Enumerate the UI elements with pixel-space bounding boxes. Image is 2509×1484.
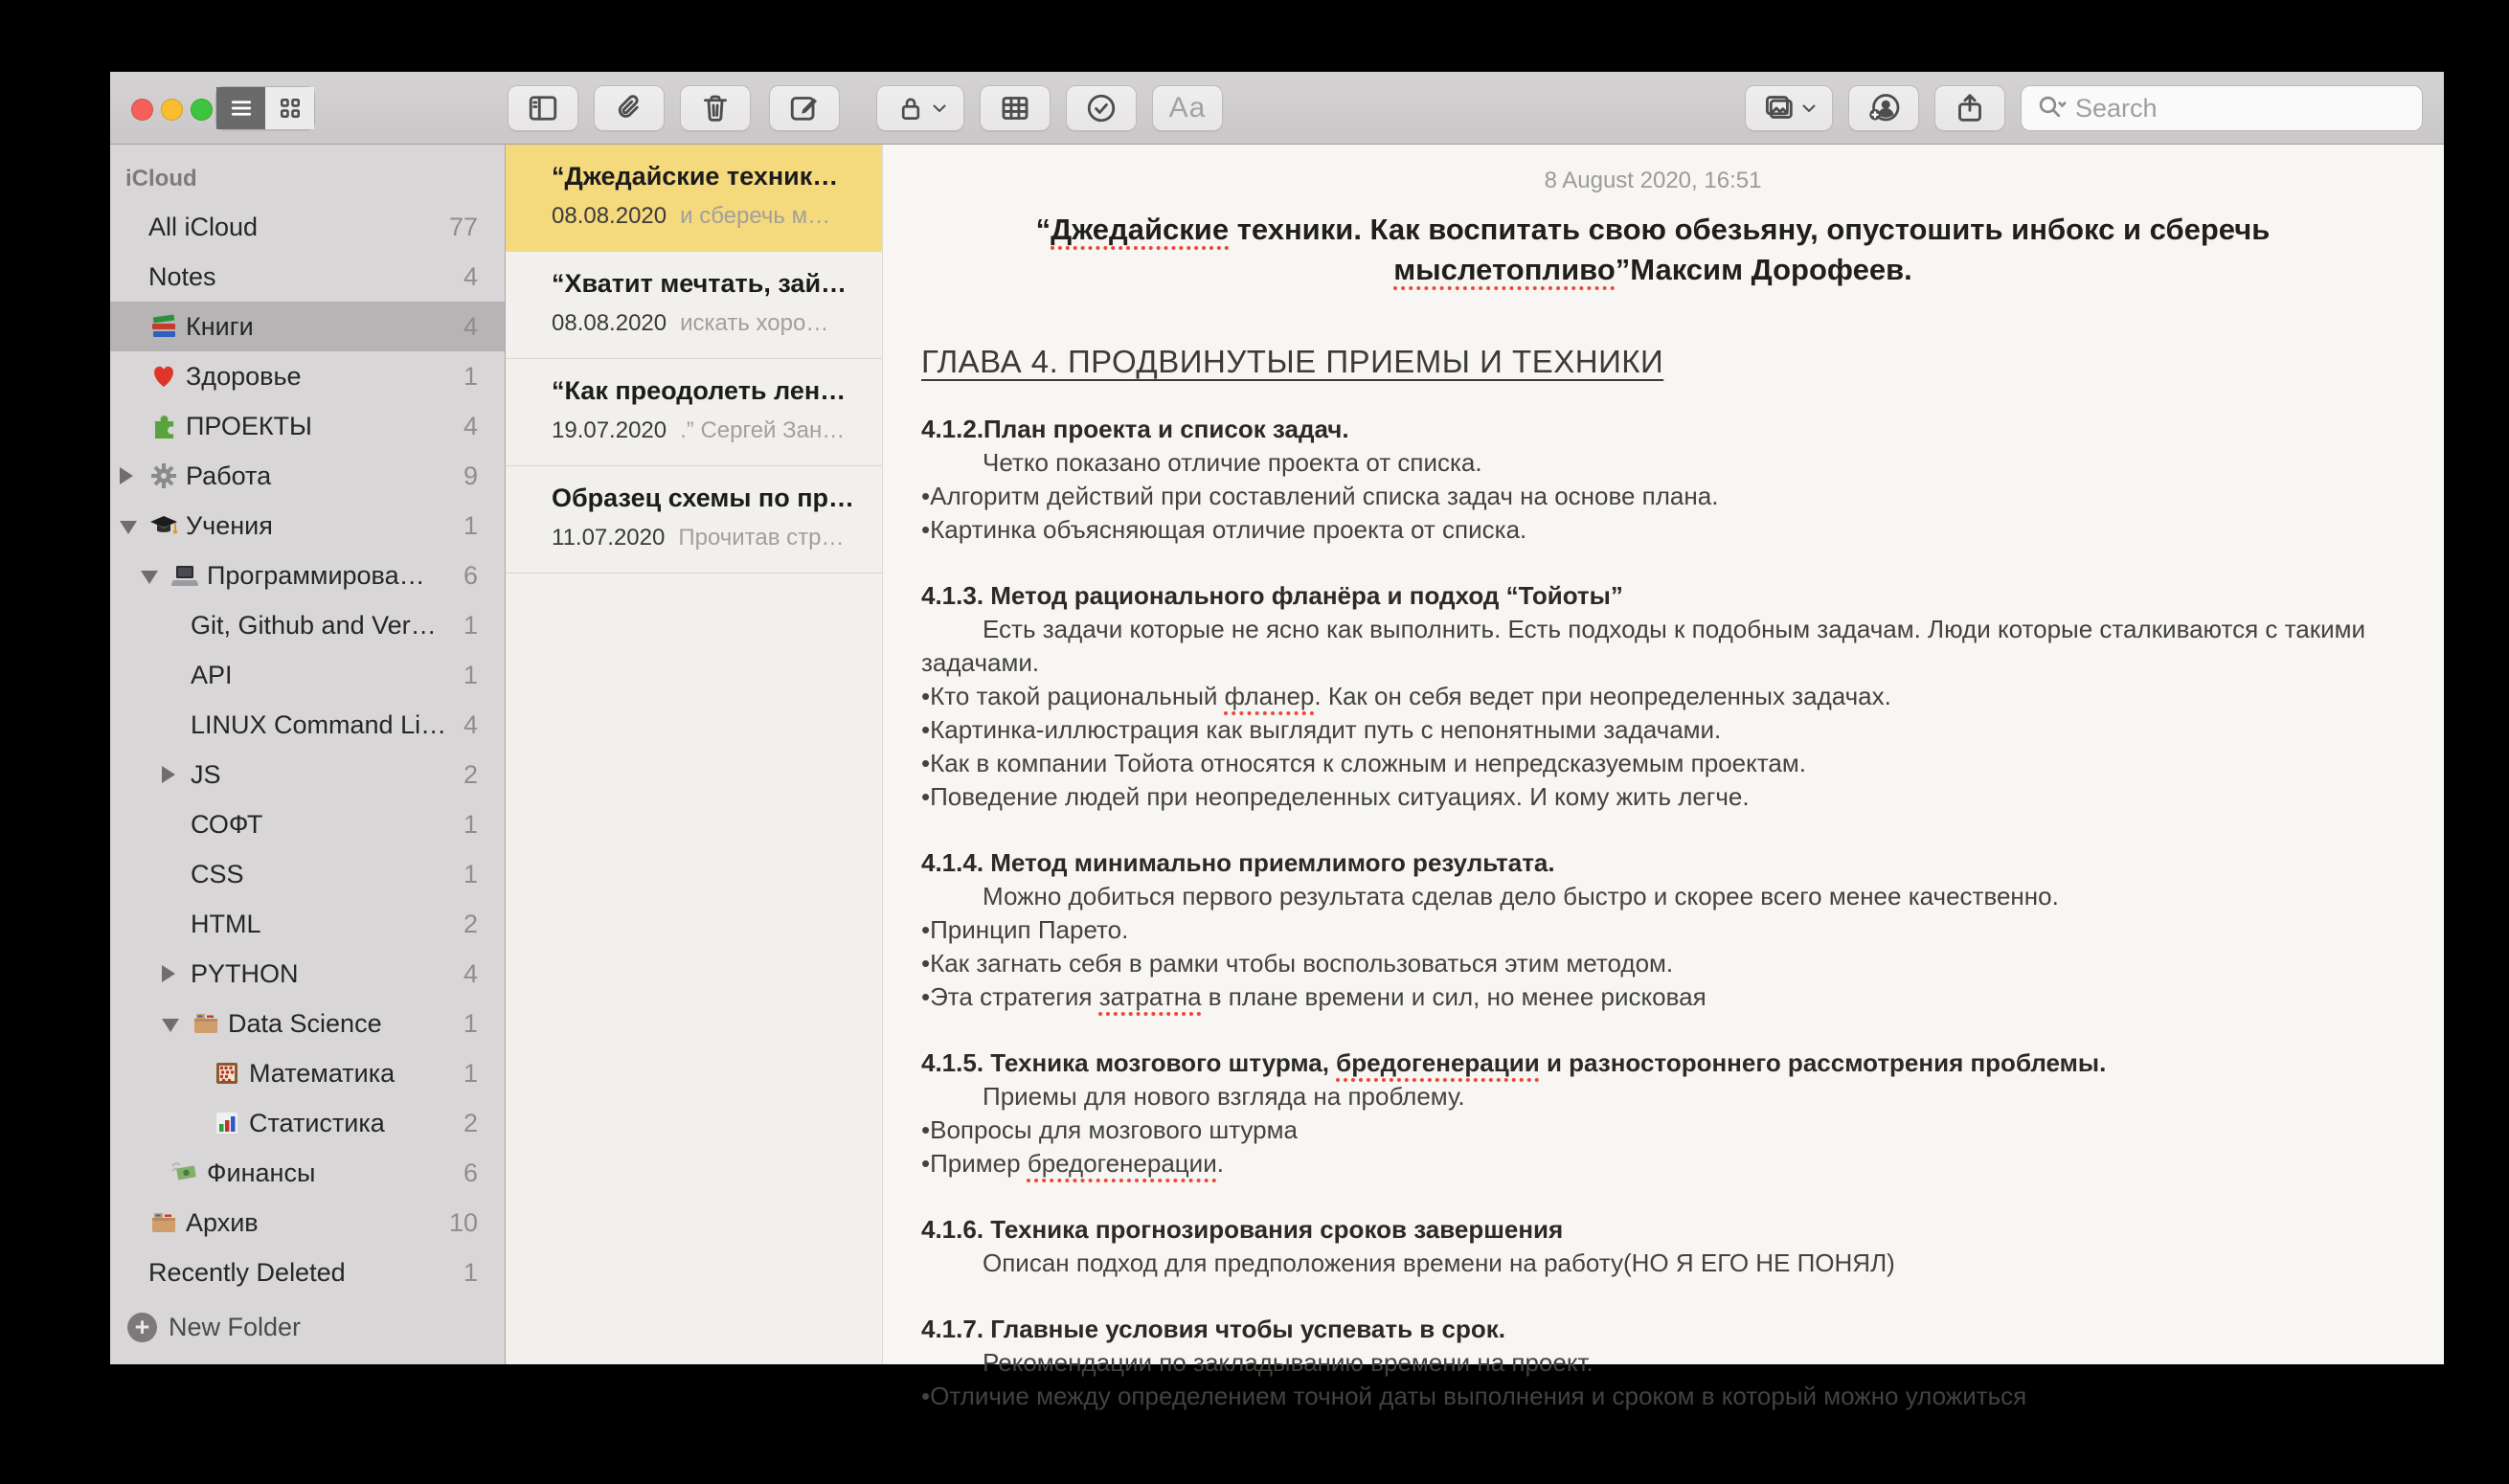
sidebar-item-работа[interactable]: [110, 451, 505, 501]
folder-note-count: 1: [463, 1058, 478, 1088]
bar-chart-icon: [212, 1108, 242, 1138]
sidebar-item-all-icloud[interactable]: [110, 202, 505, 252]
gear-icon: [148, 461, 179, 491]
folder-note-count: 2: [463, 1108, 478, 1137]
note-item-title: “Джедайские техник…: [552, 162, 839, 191]
bullet-icon: •: [921, 682, 931, 710]
list-view-button[interactable]: [216, 87, 265, 129]
collaborate-button[interactable]: [1848, 85, 1919, 131]
toolbar-group-compose: [769, 85, 840, 131]
text-segment: Четко показано отличие проекта от списка.: [983, 448, 1482, 477]
text-segment: техники. Как воспитать свою обезьяну, опустошить инбокс и сберечь: [1229, 213, 2271, 246]
note-item-meta: [552, 525, 867, 551]
sidebar-item-финансы[interactable]: [110, 1148, 505, 1198]
note-section: [921, 1046, 2385, 1180]
text-segment: Приемы для нового взгляда на проблему.: [983, 1082, 1465, 1111]
bullet-icon: •: [921, 982, 931, 1011]
note-title: [992, 210, 2314, 290]
notes-app-window: [110, 72, 2444, 1410]
sidebar-item-проекты[interactable]: [110, 401, 505, 451]
chevron-down-icon[interactable]: [141, 571, 158, 584]
list-view-icon: [227, 94, 256, 123]
sidebar-item-архив[interactable]: [110, 1198, 505, 1248]
folder-note-count: 2: [463, 909, 478, 938]
text-segment: Картинка-иллюстрация как выглядит путь с непонятными задачами.: [930, 715, 1722, 744]
lock-icon: [894, 92, 927, 124]
misspelled-word: бредогенерации: [1336, 1048, 1540, 1077]
money-icon: [170, 1158, 200, 1188]
folder-list: [110, 202, 505, 1297]
text-segment: Есть задачи которые не ясно как выполнить. Есть подходы к подобным задачам. Люди которые сталкиваются с такими задачами.: [921, 615, 2366, 677]
text-segment: Как загнать себя в рамки чтобы воспользоваться этим методом.: [930, 949, 1674, 978]
folder-label: Git, Github and Ver…: [191, 610, 437, 640]
text-segment: Отличие между определением точной даты выполнения и сроком в который можно уложиться: [930, 1382, 2027, 1410]
section-heading: [921, 1046, 2385, 1080]
sidebar-item-книги[interactable]: [110, 302, 505, 351]
text-segment: в плане времени и сил, но менее рисковая: [1201, 982, 1707, 1011]
books-icon: [148, 311, 179, 342]
bullet-icon: •: [921, 1115, 931, 1144]
folder-label: Математика: [249, 1058, 396, 1088]
toolbar-group-right: [1745, 85, 2423, 131]
misspelled-word: Джедайские: [1051, 213, 1230, 246]
folder-label: PYTHON: [191, 958, 299, 988]
bullet-line: [921, 980, 2385, 1014]
text-segment: Можно добиться первого результата сделав дело быстро и скорее всего менее качественно.: [983, 882, 2059, 911]
grad-cap-icon: [148, 510, 179, 541]
table-button[interactable]: [980, 85, 1051, 131]
grid-view-button[interactable]: [265, 87, 314, 129]
note-list-item[interactable]: [506, 359, 882, 466]
compose-icon: [787, 91, 822, 125]
note-list-item[interactable]: [506, 466, 882, 573]
folder-note-count: 1: [463, 1257, 478, 1287]
folder-label: Data Science: [228, 1008, 382, 1038]
heart-icon: [148, 361, 179, 392]
format-button[interactable]: [1152, 85, 1223, 131]
folder-note-count: 4: [463, 411, 478, 440]
sidebar-item-python[interactable]: [110, 949, 505, 999]
folder-note-count: 4: [463, 261, 478, 291]
bullet-line: [921, 680, 2385, 713]
folder-note-count: 1: [463, 1008, 478, 1038]
folder-note-count: 4: [463, 958, 478, 988]
chevron-down-icon[interactable]: [162, 1019, 179, 1032]
text-segment: Алгоритм действий при составлений списка задач на основе плана.: [930, 482, 1719, 510]
sidebar-item-git-github-and-ver[interactable]: [110, 600, 505, 650]
text-segment: Картинка объясняющая отличие проекта от списка.: [930, 515, 1527, 544]
body-line: [921, 1346, 2385, 1380]
sidebar-item-программирова[interactable]: [110, 551, 505, 600]
delete-button[interactable]: [680, 85, 751, 131]
sidebar-item-html[interactable]: [110, 899, 505, 949]
bullet-line: [921, 713, 2385, 747]
folder-note-count: 6: [463, 560, 478, 590]
sidebar-item-css[interactable]: [110, 849, 505, 899]
sidebar-item-notes[interactable]: [110, 252, 505, 302]
section-heading: [921, 413, 2385, 446]
bullet-icon: •: [921, 915, 931, 944]
sidebar-item-софт[interactable]: [110, 799, 505, 849]
note-list-item[interactable]: [506, 145, 882, 252]
folder-note-count: 1: [463, 809, 478, 839]
zoom-button[interactable]: [191, 99, 213, 121]
text-segment: 4.1.6. Техника прогнозирования сроков завершения: [921, 1215, 1564, 1244]
text-segment: Пример: [930, 1149, 1028, 1178]
text-segment: Принцип Парето.: [930, 915, 1129, 944]
body-line: [921, 613, 2385, 680]
note-item-meta: [552, 417, 867, 444]
folder-note-count: 4: [463, 311, 478, 341]
text-segment: . Как он себя ведет при неопределенных задачах.: [1314, 682, 1891, 710]
folder-note-count: 6: [463, 1158, 478, 1187]
bullet-line: [921, 1113, 2385, 1147]
sidebar-item-js[interactable]: [110, 750, 505, 799]
note-section: [921, 1213, 2385, 1280]
misspelled-word: мыслетопливо: [1393, 253, 1616, 286]
chapter-heading: ГЛАВА 4. ПРОДВИНУТЫЕ ПРИЕМЫ И ТЕХНИКИ: [921, 344, 1664, 379]
folder-label: Архив: [186, 1207, 259, 1237]
folder-note-count: 77: [448, 212, 478, 241]
sidebar-toggle-button[interactable]: [508, 85, 578, 131]
sidebar-item-здоровье[interactable]: [110, 351, 505, 401]
note-item-title: “Как преодолеть лен…: [552, 376, 847, 405]
note-item-preview: искать хоро…: [680, 310, 829, 336]
grid-view-icon: [276, 94, 305, 123]
folders-sidebar: [110, 145, 506, 1364]
folder-note-count: 1: [463, 859, 478, 888]
section-heading: [921, 579, 2385, 613]
checklist-icon: [1084, 91, 1119, 125]
chevron-right-icon[interactable]: [162, 766, 175, 783]
bullet-icon: •: [921, 749, 931, 777]
text-segment: 4.1.5. Техника мозгового штурма,: [921, 1048, 1337, 1077]
text-segment: Как в компании Тойота относятся к сложным и непредсказуемым проектам.: [930, 749, 1806, 777]
abacus-icon: [212, 1058, 242, 1089]
toolbar-group-notes: [508, 85, 751, 131]
folder-label: Работа: [186, 461, 272, 490]
note-item-preview: и сберечь м…: [680, 203, 831, 229]
folder-label: HTML: [191, 909, 261, 938]
text-segment: 4.1.7. Главные условия чтобы успевать в срок.: [921, 1315, 1505, 1343]
window-controls: [131, 99, 213, 121]
folder-note-count: 10: [448, 1207, 478, 1237]
body-line: [921, 1080, 2385, 1113]
chevron-right-icon[interactable]: [120, 467, 133, 484]
folder-note-count: 4: [463, 709, 478, 739]
toolbar: [110, 72, 2444, 145]
note-item-date: 11.07.2020: [552, 525, 666, 551]
section-heading: [921, 846, 2385, 880]
view-toggle: [215, 86, 315, 130]
new-folder-label: New Folder: [169, 1313, 302, 1341]
plus-icon: +: [127, 1313, 157, 1342]
media-button[interactable]: [1745, 85, 1833, 131]
note-section: [921, 1313, 2385, 1413]
bullet-line: [921, 747, 2385, 780]
checklist-button[interactable]: [1066, 85, 1137, 131]
section-heading: [921, 1213, 2385, 1247]
note-item-title: “Хватит мечтать, зай…: [552, 269, 848, 298]
note-section: [921, 846, 2385, 1014]
folder-label: Книги: [186, 311, 254, 341]
folder-label: Здоровье: [186, 361, 302, 391]
archive-icon: [148, 1207, 179, 1238]
note-section: [921, 579, 2385, 814]
note-section: [921, 413, 2385, 547]
note-item-preview: Прочитав стр…: [678, 525, 845, 551]
sidebar-item-data-science[interactable]: [110, 999, 505, 1048]
bullet-line: [921, 513, 2385, 547]
body-line: [921, 1247, 2385, 1280]
sidebar-section-header: iCloud: [125, 166, 197, 191]
media-icon: [1762, 91, 1797, 125]
note-item-date: 08.08.2020: [552, 310, 667, 336]
sidebar-item-статистика[interactable]: [110, 1098, 505, 1148]
text-segment: Вопросы для мозгового штурма: [930, 1115, 1298, 1144]
text-segment: 4.1.4. Метод минимально приемлимого результата.: [921, 848, 1555, 877]
bullet-line: [921, 1147, 2385, 1180]
folder-note-count: 9: [463, 461, 478, 490]
attachments-icon: [612, 91, 646, 125]
folder-label: Финансы: [207, 1158, 316, 1187]
folder-label: JS: [191, 759, 221, 789]
folder-note-count: 2: [463, 759, 478, 789]
bullet-icon: •: [921, 949, 931, 978]
body-line: [921, 880, 2385, 913]
body-line: [921, 446, 2385, 480]
note-item-meta: [552, 310, 867, 337]
card-box-icon: [191, 1008, 221, 1039]
puzzle-icon: [148, 411, 179, 441]
folder-label: Recently Deleted: [148, 1257, 346, 1287]
new-folder-button[interactable]: [110, 1297, 505, 1365]
note-item-title: Образец схемы по пр…: [552, 483, 854, 512]
format-icon: Aa: [1168, 92, 1207, 124]
sidebar-toggle-icon: [526, 91, 560, 125]
misspelled-word: фланер: [1224, 682, 1315, 710]
share-icon: [1953, 91, 1987, 125]
folder-note-count: 1: [463, 660, 478, 689]
main-area: [110, 145, 2444, 1410]
notes-list: [506, 145, 883, 1364]
table-icon: [998, 91, 1032, 125]
misspelled-word: бредогенерации: [1027, 1149, 1217, 1178]
sidebar-item-api[interactable]: [110, 650, 505, 700]
bullet-line: [921, 780, 2385, 814]
text-segment: Рекомендации по закладыванию времени на проект.: [983, 1348, 1594, 1377]
chevron-right-icon[interactable]: [162, 965, 175, 982]
bullet-icon: •: [921, 515, 931, 544]
note-date-header: 8 August 2020, 16:51: [1544, 168, 1762, 193]
folder-label: CSS: [191, 859, 244, 888]
bullet-line: [921, 913, 2385, 947]
folder-note-count: 1: [463, 361, 478, 391]
bullet-icon: •: [921, 782, 931, 811]
note-item-meta: [552, 203, 867, 230]
folder-label: СОФТ: [191, 809, 263, 839]
text-segment: 4.1.3. Метод рационального фланёра и подход “Тойоты”: [921, 581, 1623, 610]
search-input[interactable]: [2075, 94, 2408, 124]
bullet-icon: •: [921, 482, 931, 510]
section-heading: [921, 1313, 2385, 1346]
laptop-icon: [170, 560, 200, 591]
delete-icon: [698, 91, 733, 125]
text-segment: ”Максим Дорофеев.: [1615, 253, 1912, 286]
text-segment: .: [1216, 1149, 1224, 1178]
note-list-item[interactable]: [506, 252, 882, 359]
bullet-icon: •: [921, 1149, 931, 1178]
text-segment: 4.1.2.План проекта и список задач.: [921, 415, 1349, 443]
folder-note-count: 1: [463, 610, 478, 640]
text-segment: Кто такой рациональный: [930, 682, 1225, 710]
note-body: [921, 413, 2385, 1413]
text-segment: “: [1035, 213, 1051, 246]
bullet-line: [921, 947, 2385, 980]
misspelled-word: затратна: [1098, 982, 1202, 1011]
folder-label: All iCloud: [148, 212, 259, 241]
text-segment: Описан подход для предположения времени на работу(НО Я ЕГО НЕ ПОНЯЛ): [983, 1248, 1895, 1277]
folder-label: Notes: [148, 261, 216, 291]
text-segment: и разностороннего рассмотрения проблемы.: [1539, 1048, 2107, 1077]
text-segment: Поведение людей при неопределенных ситуациях. И кому жить легче.: [930, 782, 1750, 811]
attachments-button[interactable]: [594, 85, 665, 131]
bullet-line: [921, 480, 2385, 513]
lock-button[interactable]: [876, 85, 964, 131]
folder-label: Программирова…: [207, 560, 425, 590]
share-button[interactable]: [1934, 85, 2005, 131]
folder-label: Учения: [186, 510, 273, 540]
sidebar-item-recently-deleted[interactable]: [110, 1248, 505, 1297]
sidebar-item-linux-command-li[interactable]: [110, 700, 505, 750]
chevron-down-icon[interactable]: [120, 521, 137, 534]
folder-label: API: [191, 660, 233, 689]
bullet-icon: •: [921, 1382, 931, 1410]
bullet-line: [921, 1380, 2385, 1413]
note-item-date: 19.07.2020: [552, 417, 667, 443]
search-icon: [2035, 92, 2068, 124]
note-item-preview: .” Сергей Зан…: [680, 417, 846, 443]
compose-button[interactable]: [769, 85, 840, 131]
search-field[interactable]: [2021, 85, 2423, 131]
note-item-date: 08.08.2020: [552, 203, 667, 229]
folder-label: Статистика: [249, 1108, 385, 1137]
sidebar-item-учения[interactable]: [110, 501, 505, 551]
toolbar-group-format: [876, 85, 1223, 131]
sidebar-item-математика[interactable]: [110, 1048, 505, 1098]
folder-label: LINUX Command Li…: [191, 709, 447, 739]
minimize-button[interactable]: [161, 99, 183, 121]
close-button[interactable]: [131, 99, 153, 121]
note-editor[interactable]: [883, 145, 2444, 1410]
text-segment: Эта стратегия: [930, 982, 1099, 1011]
folder-note-count: 1: [463, 510, 478, 540]
bullet-icon: •: [921, 715, 931, 744]
folder-label: ПРОЕКТЫ: [186, 411, 312, 440]
collaborate-icon: [1866, 91, 1901, 125]
